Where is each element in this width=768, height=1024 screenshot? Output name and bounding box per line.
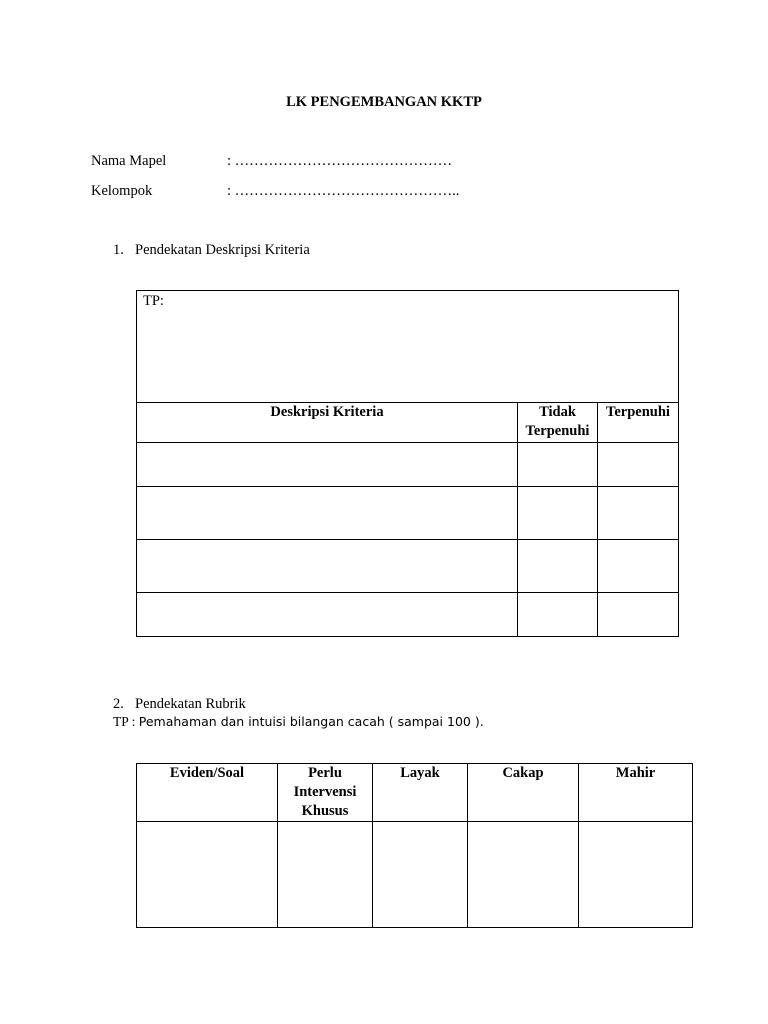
section2-title: Pendekatan Rubrik (135, 696, 246, 712)
table-row (137, 593, 679, 637)
section1-heading (113, 242, 310, 259)
table-row (137, 487, 679, 540)
rubrik-table (136, 763, 693, 928)
terpenuhi-cell[interactable] (598, 487, 679, 540)
page-title: LK PENGEMBANGAN KKTP (286, 94, 482, 110)
terpenuhi-cell[interactable] (598, 540, 679, 593)
kriteria-cell[interactable] (137, 443, 518, 487)
tidak-terpenuhi-cell[interactable] (518, 443, 598, 487)
section2-tp-label: TP : (113, 714, 136, 729)
kriteria-cell[interactable] (137, 593, 518, 637)
header-deskripsi-kriteria: Deskripsi Kriteria (137, 403, 518, 443)
header-eviden-soal: Eviden/Soal (137, 764, 278, 822)
section1-number: 1. (113, 242, 124, 258)
mapel-label: Nama Mapel (91, 153, 167, 169)
kriteria-cell[interactable] (137, 540, 518, 593)
header-terpenuhi: Terpenuhi (598, 403, 679, 443)
tidak-terpenuhi-cell[interactable] (518, 540, 598, 593)
table-row (137, 443, 679, 487)
kelompok-label: Kelompok (91, 183, 153, 199)
header-layak: Layak (373, 764, 468, 822)
tidak-terpenuhi-cell[interactable] (518, 593, 598, 637)
cakap-cell[interactable] (468, 822, 579, 928)
intervensi-cell[interactable] (278, 822, 373, 928)
table-row (137, 822, 693, 928)
kriteria-table (136, 290, 679, 637)
tp-cell[interactable] (137, 291, 679, 403)
terpenuhi-cell[interactable] (598, 593, 679, 637)
layak-cell[interactable] (373, 822, 468, 928)
tidak-terpenuhi-cell[interactable] (518, 487, 598, 540)
section2-heading (113, 696, 246, 713)
section2-number: 2. (113, 696, 124, 712)
eviden-cell[interactable] (137, 822, 278, 928)
terpenuhi-cell[interactable] (598, 443, 679, 487)
mapel-value: : ……………………………………… (227, 153, 453, 169)
table-row (137, 540, 679, 593)
header-perlu-intervensi-khusus: Perlu Intervensi Khusus (278, 764, 373, 822)
kelompok-value: : ……………………………………….. (227, 183, 460, 199)
kriteria-cell[interactable] (137, 487, 518, 540)
section1-title: Pendekatan Deskripsi Kriteria (135, 242, 310, 258)
tp-label: TP: (143, 293, 164, 309)
section2-tp (113, 714, 484, 730)
section2-tp-text: Pemahaman dan intuisi bilangan cacah ( sampai 100 ). (138, 714, 484, 729)
header-mahir: Mahir (579, 764, 693, 822)
mahir-cell[interactable] (579, 822, 693, 928)
header-tidak-terpenuhi: Tidak Terpenuhi (518, 403, 598, 443)
header-cakap: Cakap (468, 764, 579, 822)
